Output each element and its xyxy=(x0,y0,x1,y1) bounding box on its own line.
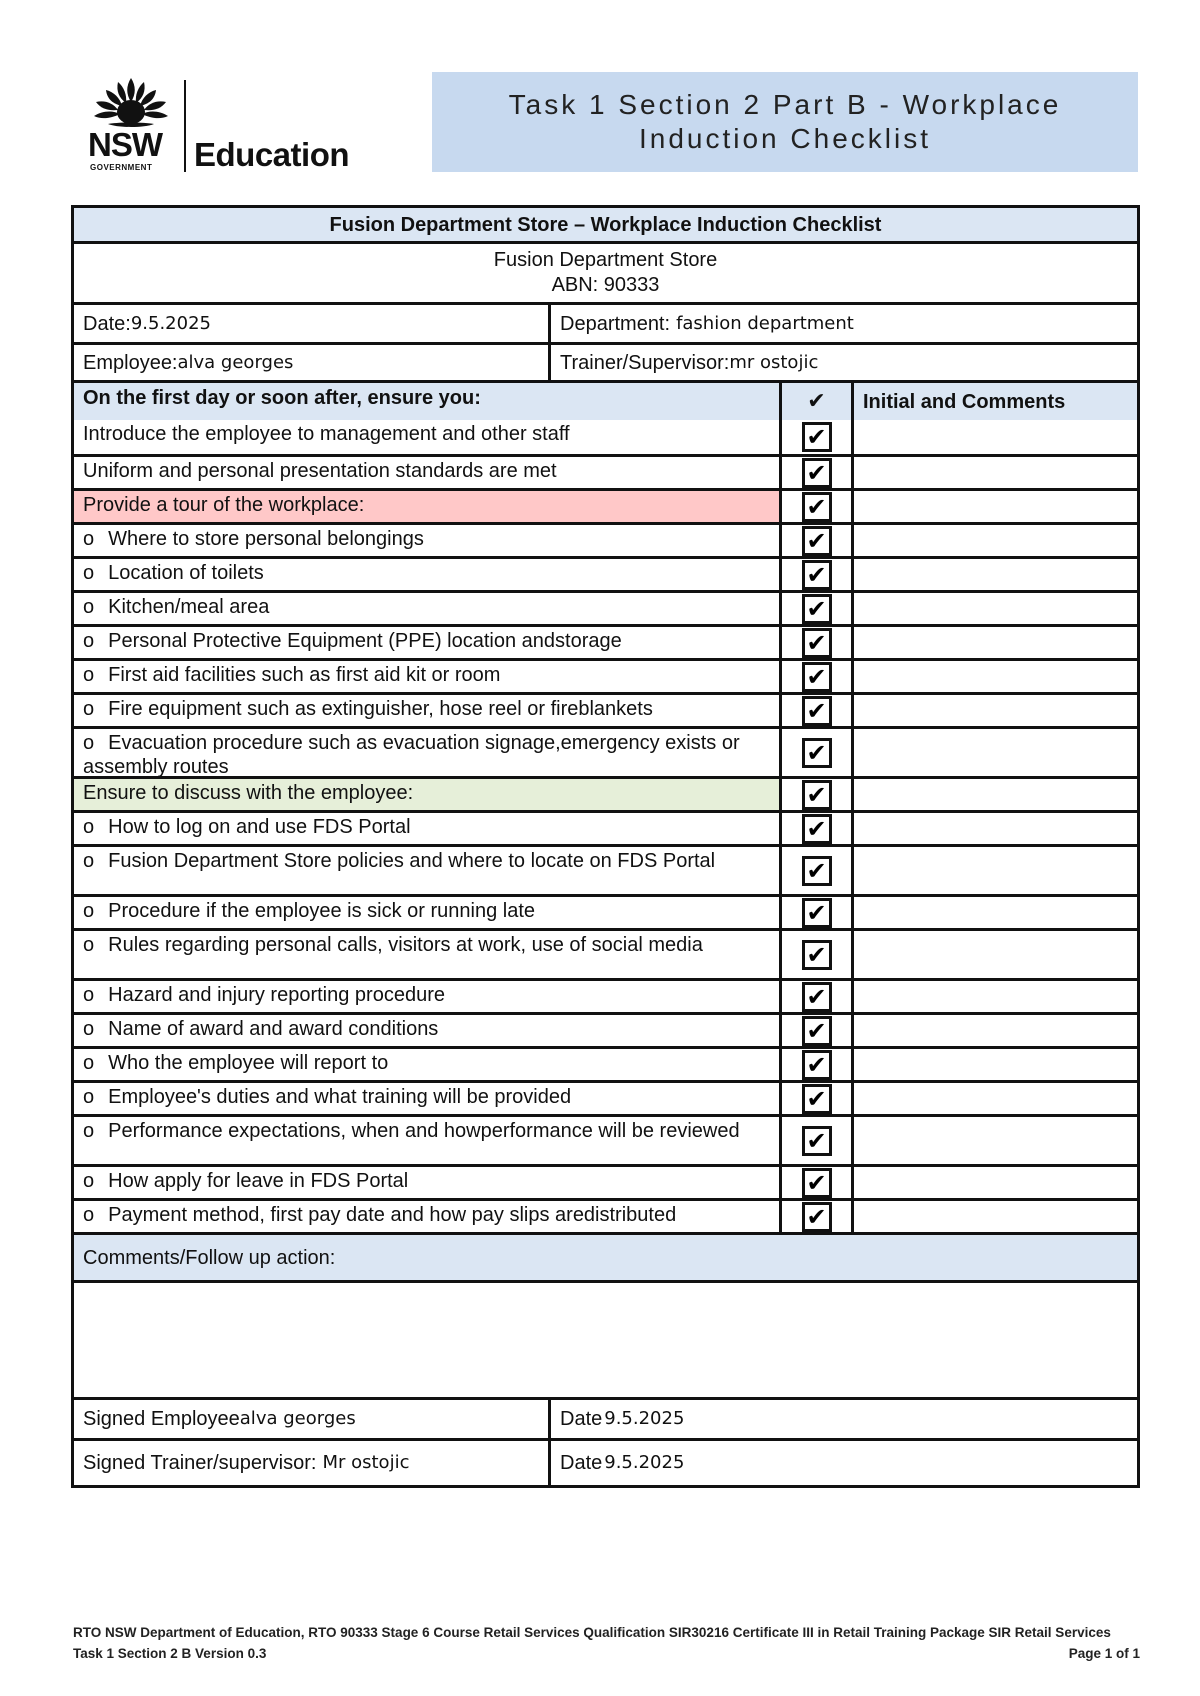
check-mark-icon: ✔ xyxy=(806,560,827,589)
employee-label: Employee: xyxy=(83,351,178,374)
checkbox[interactable] xyxy=(802,422,832,452)
checklist-row xyxy=(74,844,1137,894)
checklist-row xyxy=(74,1012,1137,1046)
date-label: Date: xyxy=(83,312,131,335)
bullet-marker: o xyxy=(83,984,95,1006)
checklist-item xyxy=(74,847,779,894)
check-mark-icon: ✔ xyxy=(806,1050,827,1079)
checklist-item-content xyxy=(83,731,770,779)
checklist-item xyxy=(74,1201,779,1232)
trainer-field[interactable] xyxy=(548,345,1137,380)
checkbox-cell xyxy=(779,627,851,658)
checkbox[interactable] xyxy=(802,780,832,810)
checklist-item-text: Fire equipment such as extinguisher, hose reel or fireblankets xyxy=(108,698,653,720)
checkbox[interactable] xyxy=(802,1050,832,1080)
checkbox-cell xyxy=(779,779,851,810)
date-value: 9.5.2025 xyxy=(130,312,211,334)
checklist-item xyxy=(74,813,779,844)
check-mark-icon: ✔ xyxy=(806,526,827,555)
checkbox-cell xyxy=(779,695,851,726)
checkbox[interactable] xyxy=(802,458,832,488)
initial-comment-cell[interactable] xyxy=(851,1201,1137,1232)
checklist-item-content xyxy=(83,1119,740,1143)
checkbox[interactable] xyxy=(802,814,832,844)
checkbox-cell xyxy=(779,1167,851,1198)
initial-comment-cell[interactable] xyxy=(851,695,1137,726)
initial-comment-cell[interactable] xyxy=(851,779,1137,810)
nsw-education-logo xyxy=(88,76,348,172)
bullet-marker: o xyxy=(83,630,95,652)
signed-employee-date-field[interactable] xyxy=(548,1400,1137,1438)
check-mark-icon: ✔ xyxy=(806,738,827,767)
check-mark-icon: ✔ xyxy=(806,1016,827,1045)
checkbox[interactable] xyxy=(802,856,832,886)
checklist-item-text: Introduce the employee to management and other staff xyxy=(83,423,570,445)
comments-textarea[interactable] xyxy=(74,1283,1137,1397)
checkbox[interactable] xyxy=(802,898,832,928)
department-label: Department: xyxy=(560,312,671,335)
table-heading: Fusion Department Store – Workplace Induction Checklist xyxy=(74,208,1137,241)
checkbox[interactable] xyxy=(802,1202,832,1232)
company-abn: ABN: 90333 xyxy=(551,274,660,296)
check-mark-icon: ✔ xyxy=(806,423,827,451)
department-value: fashion department xyxy=(676,312,854,334)
checklist-item-text: Procedure if the employee is sick or running late xyxy=(108,900,536,922)
checklist-row xyxy=(74,894,1137,928)
document-title: Task 1 Section 2 Part B - Workplace Induction Checklist xyxy=(508,89,1062,154)
checklist-item xyxy=(74,457,779,488)
bullet-marker: o xyxy=(83,1170,95,1192)
checklist-item xyxy=(74,981,779,1012)
checklist-item-content xyxy=(83,629,622,653)
logo-divider xyxy=(184,80,186,172)
comments-area-row xyxy=(74,1280,1137,1397)
checklist-item xyxy=(74,695,779,726)
check-mark-icon: ✔ xyxy=(806,594,827,623)
check-mark-icon: ✔ xyxy=(806,1168,827,1197)
checklist-item-text: Payment method, first pay date and how pay slips aredistributed xyxy=(108,1204,677,1226)
comments-label: Comments/Follow up action: xyxy=(83,1246,336,1269)
checkbox-cell xyxy=(779,420,851,454)
signed-trainer-row xyxy=(74,1438,1137,1485)
checkbox-cell xyxy=(779,661,851,692)
checkbox-cell xyxy=(779,491,851,522)
checklist-row xyxy=(74,658,1137,692)
checkbox[interactable] xyxy=(802,940,832,970)
initial-comment-cell[interactable] xyxy=(851,559,1137,590)
checkbox-cell xyxy=(779,1015,851,1046)
page-footer xyxy=(73,1622,1140,1664)
checklist-item-content xyxy=(83,1169,408,1193)
checklist-item xyxy=(74,525,779,556)
logo-nsw-text: NSW xyxy=(88,126,162,163)
checkbox-cell xyxy=(779,525,851,556)
waratah-flower-icon xyxy=(88,76,174,130)
checklist-row xyxy=(74,420,1137,454)
bullet-marker: o xyxy=(83,528,95,550)
initial-comment-cell[interactable] xyxy=(851,981,1137,1012)
checklist-items xyxy=(74,420,1137,1232)
date-field[interactable] xyxy=(74,305,548,342)
checkbox-cell xyxy=(779,729,851,776)
initial-comment-cell[interactable] xyxy=(851,1083,1137,1114)
checkbox[interactable] xyxy=(802,492,832,522)
column-header-comments: Initial and Comments xyxy=(851,383,1137,420)
initial-comment-cell[interactable] xyxy=(851,1049,1137,1080)
check-mark-icon: ✔ xyxy=(806,940,827,969)
initial-comment-cell[interactable] xyxy=(851,931,1137,978)
checkbox-cell xyxy=(779,1117,851,1164)
checklist-row xyxy=(74,1198,1137,1232)
document-title-box xyxy=(432,72,1138,172)
checklist-item xyxy=(74,1167,779,1198)
checkbox-cell xyxy=(779,559,851,590)
signed-employee-row xyxy=(74,1397,1137,1438)
initial-comment-cell[interactable] xyxy=(851,525,1137,556)
signed-employee-date-label: Date xyxy=(560,1408,603,1430)
signed-trainer-value: Mr ostojic xyxy=(322,1452,410,1473)
checklist-item-text: How to log on and use FDS Portal xyxy=(108,816,411,838)
employee-field[interactable] xyxy=(74,345,548,380)
footer-version: Task 1 Section 2 B Version 0.3 xyxy=(73,1646,267,1661)
checklist-item-text: Personal Protective Equipment (PPE) location andstorage xyxy=(108,630,622,652)
bullet-marker: o xyxy=(83,934,95,956)
signed-trainer-label: Signed Trainer/supervisor: xyxy=(83,1452,317,1474)
checklist-row xyxy=(74,590,1137,624)
signed-trainer-date-value: 9.5.2025 xyxy=(604,1452,685,1473)
checklist-item xyxy=(74,1015,779,1046)
checklist-item xyxy=(74,729,779,776)
checklist-item-content xyxy=(83,1017,438,1041)
logo-education-text: Education xyxy=(194,136,350,173)
footer-line-1: RTO NSW Department of Education, RTO 90333 Stage 6 Course Retail Services Qualification SIR30216 Certificate III in Retail Training Package SIR Retail Services xyxy=(73,1625,1111,1640)
checklist-row xyxy=(74,624,1137,658)
footer-page-number: Page 1 of 1 xyxy=(1068,1646,1140,1661)
checklist-item-text: How apply for leave in FDS Portal xyxy=(108,1170,409,1192)
column-header-tick: ✔ xyxy=(779,383,851,420)
checklist-row xyxy=(74,522,1137,556)
checkbox-cell xyxy=(779,457,851,488)
check-mark-icon: ✔ xyxy=(806,628,827,657)
checklist-row xyxy=(74,1164,1137,1198)
checklist-item xyxy=(74,491,779,522)
check-mark-icon: ✔ xyxy=(806,780,827,809)
footer-line-2 xyxy=(73,1643,1140,1664)
checkbox[interactable] xyxy=(802,1126,832,1156)
check-mark-icon: ✔ xyxy=(806,458,827,487)
column-header-row xyxy=(74,380,1137,420)
initial-comment-cell[interactable] xyxy=(851,593,1137,624)
checklist-item xyxy=(74,1083,779,1114)
checklist-item-text: Name of award and award conditions xyxy=(108,1018,439,1040)
checklist-item-text: First aid facilities such as first aid kit or room xyxy=(108,664,501,686)
checklist-item-text: Ensure to discuss with the employee: xyxy=(83,782,414,804)
checklist-item-text: Uniform and personal presentation standards are met xyxy=(83,460,557,482)
checkbox-cell xyxy=(779,1201,851,1232)
bullet-marker: o xyxy=(83,664,95,686)
signed-trainer-date-field[interactable] xyxy=(548,1441,1137,1485)
checklist-item-content xyxy=(83,1203,676,1227)
checklist-item xyxy=(74,779,779,810)
initial-comment-cell[interactable] xyxy=(851,1015,1137,1046)
checkbox[interactable] xyxy=(802,662,832,692)
comments-label-row xyxy=(74,1232,1137,1280)
checkbox[interactable] xyxy=(802,628,832,658)
signed-employee-date-value: 9.5.2025 xyxy=(604,1408,685,1429)
signed-trainer-field[interactable] xyxy=(74,1441,548,1485)
checklist-item-content xyxy=(83,561,264,585)
initial-comment-cell[interactable] xyxy=(851,661,1137,692)
company-info xyxy=(74,244,1137,302)
checklist-item-content xyxy=(83,899,535,923)
checklist-item-text: Fusion Department Store policies and where to locate on FDS Portal xyxy=(108,850,716,872)
trainer-label: Trainer/Supervisor: xyxy=(560,351,730,374)
initial-comment-cell[interactable] xyxy=(851,420,1137,454)
checklist-item-text: Performance expectations, when and howperformance will be reviewed xyxy=(108,1120,740,1142)
checklist-item xyxy=(74,1049,779,1080)
checkbox-cell xyxy=(779,593,851,624)
checklist-item-text: Hazard and injury reporting procedure xyxy=(108,984,445,1006)
checkbox[interactable] xyxy=(802,526,832,556)
check-mark-icon: ✔ xyxy=(806,1084,827,1113)
check-mark-icon: ✔ xyxy=(806,814,827,843)
checklist-item-content xyxy=(83,1051,388,1075)
check-mark-icon: ✔ xyxy=(806,856,827,885)
checklist-item-text: Where to store personal belongings xyxy=(108,528,424,550)
checklist-row xyxy=(74,978,1137,1012)
checklist-item-content xyxy=(83,527,424,551)
checklist-item-text: Rules regarding personal calls, visitors at work, use of social media xyxy=(108,934,703,956)
checklist-row xyxy=(74,928,1137,978)
checkbox-cell xyxy=(779,897,851,928)
initial-comment-cell[interactable] xyxy=(851,491,1137,522)
initial-comment-cell[interactable] xyxy=(851,1117,1137,1164)
bullet-marker: o xyxy=(83,698,95,720)
check-mark-icon: ✔ xyxy=(806,696,827,725)
initial-comment-cell[interactable] xyxy=(851,813,1137,844)
checklist-item-text: Kitchen/meal area xyxy=(108,596,270,618)
signed-employee-value: alva georges xyxy=(239,1408,356,1429)
bullet-marker: o xyxy=(83,732,95,754)
check-mark-icon: ✔ xyxy=(806,662,827,691)
initial-comment-cell[interactable] xyxy=(851,729,1137,776)
check-mark-icon: ✔ xyxy=(806,898,827,927)
checklist-item-content xyxy=(83,933,703,957)
checkbox-cell xyxy=(779,931,851,978)
bullet-marker: o xyxy=(83,562,95,584)
induction-checklist-table xyxy=(71,205,1140,1488)
checkbox[interactable] xyxy=(802,560,832,590)
initial-comment-cell[interactable] xyxy=(851,627,1137,658)
initial-comment-cell[interactable] xyxy=(851,1167,1137,1198)
checklist-item xyxy=(74,661,779,692)
checklist-row xyxy=(74,1046,1137,1080)
checkbox[interactable] xyxy=(802,982,832,1012)
checklist-item-content xyxy=(83,663,500,687)
signed-employee-field[interactable] xyxy=(74,1400,548,1438)
checkbox[interactable] xyxy=(802,1016,832,1046)
date-department-row xyxy=(74,302,1137,342)
department-field[interactable] xyxy=(548,305,1137,342)
checkbox[interactable] xyxy=(802,696,832,726)
employee-value: alva georges xyxy=(177,351,294,373)
checklist-item-content xyxy=(83,697,653,721)
employee-trainer-row xyxy=(74,342,1137,380)
company-row xyxy=(74,241,1137,302)
company-name: Fusion Department Store xyxy=(493,249,718,271)
checklist-item xyxy=(74,1117,779,1164)
checkbox[interactable] xyxy=(802,738,832,768)
table-heading-row xyxy=(74,208,1137,241)
checklist-item-content xyxy=(83,1085,571,1109)
bullet-marker: o xyxy=(83,816,95,838)
checklist-row xyxy=(74,556,1137,590)
checklist-item-content xyxy=(83,849,715,873)
initial-comment-cell[interactable] xyxy=(851,457,1137,488)
checklist-item xyxy=(74,897,779,928)
checklist-row xyxy=(74,776,1137,810)
bullet-marker: o xyxy=(83,1120,95,1142)
bullet-marker: o xyxy=(83,1052,95,1074)
checklist-row xyxy=(74,810,1137,844)
check-mark-icon: ✔ xyxy=(806,982,827,1011)
checklist-row xyxy=(74,1080,1137,1114)
checklist-item-content xyxy=(83,983,445,1007)
checkbox-cell xyxy=(779,1083,851,1114)
checklist-row xyxy=(74,692,1137,726)
checklist-item-content xyxy=(83,595,269,619)
checkbox-cell xyxy=(779,981,851,1012)
checklist-item-text: Who the employee will report to xyxy=(108,1052,389,1074)
bullet-marker: o xyxy=(83,1204,95,1226)
check-mark-icon: ✔ xyxy=(806,1126,827,1155)
column-header-task: On the first day or soon after, ensure you: xyxy=(83,387,481,409)
bullet-marker: o xyxy=(83,1086,95,1108)
bullet-marker: o xyxy=(83,850,95,872)
checklist-item-text: Employee's duties and what training will be provided xyxy=(108,1086,572,1108)
checklist-item-text: Location of toilets xyxy=(108,562,264,584)
bullet-marker: o xyxy=(83,596,95,618)
initial-comment-cell[interactable] xyxy=(851,847,1137,894)
checkbox-cell xyxy=(779,847,851,894)
checklist-row xyxy=(74,454,1137,488)
checkbox-cell xyxy=(779,813,851,844)
checklist-row xyxy=(74,488,1137,522)
checklist-item xyxy=(74,627,779,658)
check-mark-icon: ✔ xyxy=(806,1202,827,1231)
checkbox[interactable] xyxy=(802,594,832,624)
initial-comment-cell[interactable] xyxy=(851,897,1137,928)
checkbox-cell xyxy=(779,1049,851,1080)
check-mark-icon: ✔ xyxy=(806,492,827,521)
checklist-item xyxy=(74,593,779,624)
checkbox[interactable] xyxy=(802,1084,832,1114)
signed-trainer-date-label: Date xyxy=(560,1452,603,1474)
trainer-value: mr ostojic xyxy=(729,351,819,373)
checklist-item xyxy=(74,420,779,454)
checkbox[interactable] xyxy=(802,1168,832,1198)
bullet-marker: o xyxy=(83,1018,95,1040)
checklist-item-text: Evacuation procedure such as evacuation signage,emergency exists or assembly routes xyxy=(83,732,740,778)
signed-employee-label: Signed Employee xyxy=(83,1408,240,1430)
checklist-item-content xyxy=(83,815,411,839)
checklist-item-text: Provide a tour of the workplace: xyxy=(83,494,365,516)
checklist-item xyxy=(74,559,779,590)
bullet-marker: o xyxy=(83,900,95,922)
logo-government-text: GOVERNMENT xyxy=(90,163,153,172)
checklist-row xyxy=(74,726,1137,776)
checklist-row xyxy=(74,1114,1137,1164)
checklist-item xyxy=(74,931,779,978)
